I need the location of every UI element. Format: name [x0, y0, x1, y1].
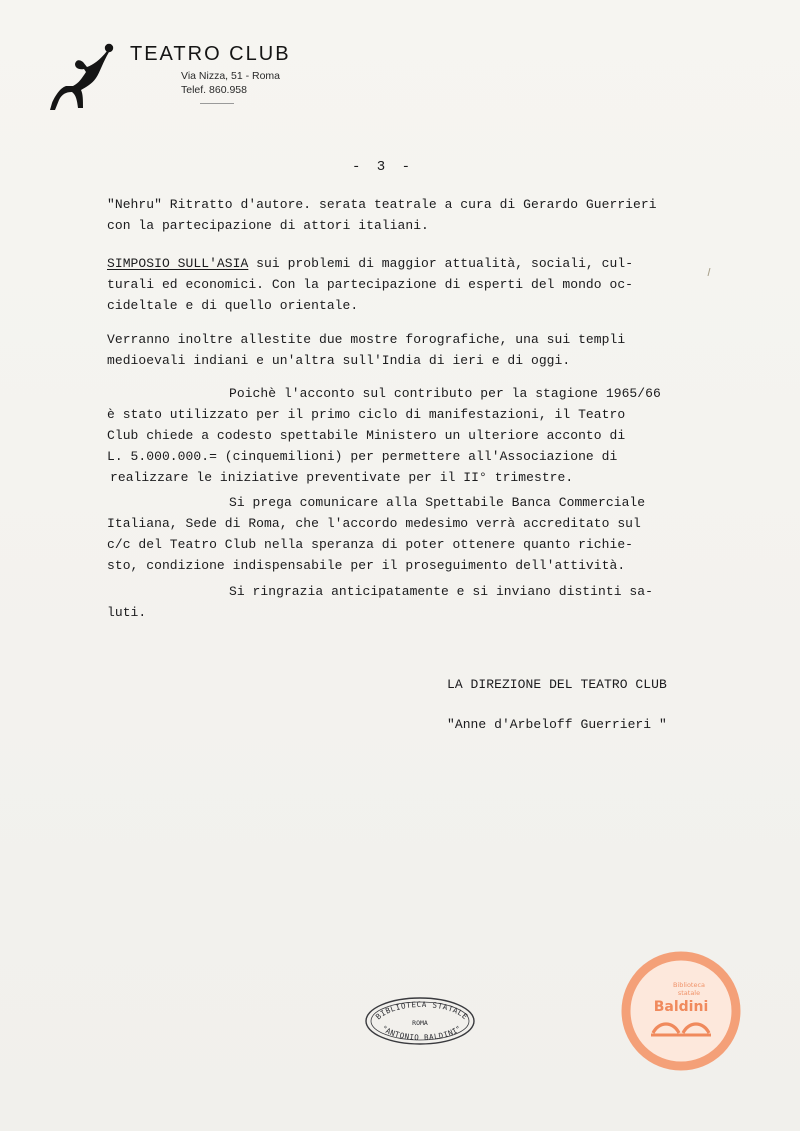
- page-number: - 3 -: [352, 159, 415, 175]
- paragraph-line: Si ringrazia anticipatamente e si inviano distinti sa-: [229, 584, 653, 599]
- library-stamp-icon: [362, 995, 478, 1047]
- signature-title: LA DIREZIONE DEL TEATRO CLUB: [447, 677, 667, 692]
- paragraph-line: luti.: [107, 605, 147, 620]
- paragraph-line: è stato utilizzato per il primo ciclo di manifestazioni, il Teatro: [107, 407, 626, 422]
- svg-text:statale: statale: [677, 989, 701, 997]
- paragraph-line: turali ed economici. Con la partecipazione di esperti del mondo oc-: [107, 277, 634, 292]
- paragraph-line: c/c del Teatro Club nella speranza di poter ottenere quanto richie-: [107, 537, 634, 552]
- paragraph-line: L. 5.000.000.= (cinquemilioni) per permettere all'Associazione di: [107, 449, 618, 464]
- paragraph-line: Si prega comunicare alla Spettabile Banca Commerciale: [229, 495, 646, 510]
- organization-phone: Telef. 860.958: [181, 84, 247, 96]
- paragraph-line: Club chiede a codesto spettabile Ministero un ulteriore acconto di: [107, 428, 626, 443]
- paragraph-line: Poichè l'acconto sul contributo per la stagione 1965/66: [229, 386, 661, 401]
- simposio-line-rest: sui problemi di maggior attualità, sociali, cul-: [248, 256, 634, 271]
- paragraph-line: realizzare le iniziative preventivate per il II° trimestre.: [110, 470, 574, 485]
- margin-mark-icon: [707, 268, 711, 276]
- simposio-heading: SIMPOSIO SULL'ASIA: [107, 256, 249, 271]
- organization-address: Via Nizza, 51 - Roma: [181, 70, 281, 82]
- svg-text:Baldini: Baldini: [653, 999, 709, 1015]
- dancer-logo-icon: [46, 40, 118, 112]
- signature-name: "Anne d'Arbeloff Guerrieri ": [447, 717, 667, 732]
- paragraph-line: medioevali indiani e un'altra sull'India di ieri e di oggi.: [107, 353, 571, 368]
- paragraph-line: Verranno inoltre allestite due mostre forografiche, una sui templi: [107, 332, 626, 347]
- baldini-seal-icon: [621, 951, 741, 1071]
- svg-text:Biblioteca: Biblioteca: [672, 981, 706, 989]
- organization-name: TEATRO CLUB: [130, 43, 291, 65]
- letterhead-divider: [200, 103, 234, 104]
- paragraph-line: Italiana, Sede di Roma, che l'accordo medesimo verrà accreditato sul: [107, 516, 641, 531]
- svg-text:BIBLIOTECA STATALE: BIBLIOTECA STATALE: [373, 999, 470, 1022]
- paragraph-line: sto, condizione indispensabile per il proseguimento dell'attività.: [107, 558, 626, 573]
- paragraph-line: [107, 256, 633, 271]
- svg-text:ROMA: ROMA: [412, 1019, 428, 1027]
- paragraph-line: cideltale e di quello orientale.: [107, 298, 359, 313]
- paragraph-line: con la partecipazione di attori italiani.: [107, 218, 429, 233]
- paragraph-line: "Nehru" Ritratto d'autore. serata teatrale a cura di Gerardo Guerrieri: [107, 197, 657, 212]
- svg-text:"ANTONIO BALDINI": "ANTONIO BALDINI": [379, 1023, 464, 1043]
